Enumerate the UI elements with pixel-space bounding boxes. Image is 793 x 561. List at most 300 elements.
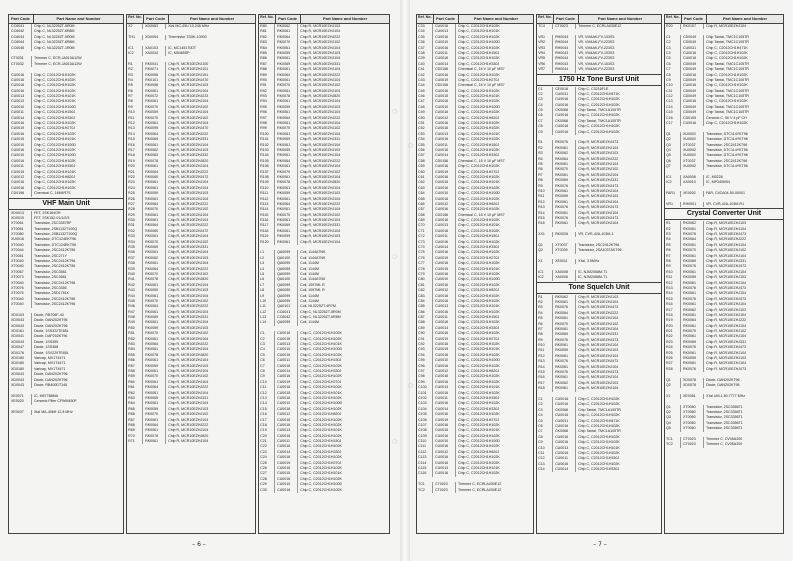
ref-no: C13 <box>259 396 275 401</box>
part-code: XT0040 <box>9 302 32 307</box>
part-code: CU0016 <box>553 424 576 429</box>
part-name: Chip C, C2012CH1H102K <box>458 72 500 77</box>
ref-no: C53 <box>417 132 433 137</box>
part-code: RK0059 <box>143 326 166 331</box>
part-code: XA0034 <box>143 51 166 56</box>
part-name-header: Part Name and Number <box>322 16 368 21</box>
ref-no: C10 <box>259 380 275 385</box>
part-code: CU0016 <box>275 488 298 493</box>
part-code: CC6044 <box>9 40 32 45</box>
part-name: Chip C, C2012CH1H150J <box>578 456 620 461</box>
part-code: RK0061 <box>275 132 298 137</box>
part-code: RK0061 <box>143 283 166 288</box>
ref-no: R111 <box>259 191 275 196</box>
part-name: Chip C, C2012CH1H102K <box>458 379 500 384</box>
part-name: Chip C, C2012CH1H102K <box>34 121 76 126</box>
ref-no: C22 <box>259 444 275 449</box>
part-code: XT0037 <box>681 159 704 164</box>
part-name: Chip C, C2012CH1H102K <box>34 83 76 88</box>
page-left <box>8 14 390 548</box>
ref-no: R30 <box>127 218 143 223</box>
part-name: Transistor, 2SD1781K <box>34 291 70 296</box>
part-code: CU0016 <box>9 148 32 153</box>
ref-no: C116 <box>417 471 433 476</box>
ref-no: R93 <box>259 94 275 99</box>
part-name: Chip R, MCR10EZHJ104 <box>705 226 747 231</box>
table-row <box>537 467 661 472</box>
part-name: Chip R, MCR10EZHJ103 <box>168 288 209 293</box>
ref-no: R117 <box>259 223 275 228</box>
part-name: Chip R, MCR10EZHJ102 <box>300 83 341 88</box>
part-code: RK0061 <box>143 164 166 169</box>
part-name: Chip C, C2012CH1H101K <box>34 169 76 174</box>
part-code: CU0016 <box>433 444 456 449</box>
ref-no: C8 <box>537 124 553 129</box>
part-code: RK0070 <box>143 116 166 121</box>
ref-no: Q2 <box>537 248 553 253</box>
part-code: RK0070 <box>275 213 298 218</box>
part-code: RK0078 <box>143 353 166 358</box>
part-name: Chip C, C2012CH1H330J <box>458 406 500 411</box>
part-code: CU0016 <box>433 197 456 202</box>
ref-no: R28 <box>127 207 143 212</box>
part-name: Chip R, MCR10EZHJ104 <box>300 153 341 158</box>
ref-no: C3 <box>537 97 553 102</box>
ref-no: R112 <box>259 197 275 202</box>
part-name: Chip R, MCR10EZHJ104 <box>168 164 209 169</box>
part-name: Diode, 1SS355 <box>34 339 59 344</box>
part-code: RK0070 <box>553 322 576 327</box>
ref-no: R103 <box>259 148 275 153</box>
part-name: Chip C, C3216F1E <box>578 86 609 91</box>
ref-no: Q3 <box>665 415 681 420</box>
ref-no: R60 <box>127 380 143 385</box>
part-name: Chip R, MCR10EZHJ103 <box>300 24 341 28</box>
ref-no: R10 <box>537 343 553 348</box>
part-name: FET, 2SK152-01/1/2/3 <box>34 215 70 220</box>
part-name: Chip R, MCR10EZHJ222 <box>168 422 209 427</box>
ref-no: R52 <box>127 337 143 342</box>
part-code: CU0014 <box>433 326 456 331</box>
part-code: RK0078 <box>143 159 166 164</box>
ref-no: R113 <box>259 202 275 207</box>
ref-no: C87 <box>417 315 433 320</box>
part-name: VR, VM4AK-FV-103S3 <box>578 50 615 55</box>
ref-no: C91 <box>417 337 433 342</box>
part-code: CU0016 <box>9 83 32 88</box>
part-code: CU0016 <box>433 126 456 131</box>
part-code: RK0069 <box>275 137 298 142</box>
part-name: Chip C, C2012CH1H102K <box>458 196 500 201</box>
part-code: RK0061 <box>275 197 298 202</box>
part-name: Chip C, C2012CH1H100D <box>34 153 76 158</box>
ref-no: C9 <box>665 78 681 83</box>
part-code: RH0043 <box>553 35 576 40</box>
ref-no: C81 <box>417 283 433 288</box>
part-name: Coil, 1097ML R <box>300 288 325 293</box>
part-name: Chip R, MCR10EZHJ103 <box>168 363 209 368</box>
ref-no: Q6 <box>665 159 681 164</box>
part-code: XD0043 <box>9 318 32 323</box>
ref-no: VR7 <box>537 67 553 72</box>
ref-no: C38 <box>417 51 433 56</box>
part-name: Chip R, MCR10EZHJ104 <box>705 280 747 285</box>
ref-no: C13 <box>665 99 681 104</box>
part-code: CT0023 <box>433 482 456 487</box>
part-name: Chip C, C2012CH1H150J <box>34 164 76 169</box>
ref-no: C70 <box>417 223 433 228</box>
part-code: XD0063 <box>143 24 166 29</box>
part-code: CU0019 <box>433 78 456 83</box>
part-name: Chip C, C2012CH1H102K <box>458 433 500 438</box>
part-code: RK0061 <box>275 46 298 51</box>
part-name: Chip R, MCR10EZHJ104 <box>300 185 341 190</box>
ref-no: R49 <box>127 320 143 325</box>
part-code: CU0016 <box>433 56 456 61</box>
part-code: CU0013 <box>433 132 456 137</box>
part-name: Chip R, MCR10EZHJ331 <box>578 332 619 337</box>
part-name: Chip R, MCR10EZHJ102 <box>168 207 209 212</box>
part-name: Chip C, C2012CH1H100D <box>300 347 343 352</box>
part-code: XD0078 <box>681 378 704 383</box>
part-name: Chip R, MCR10EZHJ102 <box>300 169 341 174</box>
part-name: Chip R, MCR10EZHJ820 <box>168 277 209 282</box>
part-name: Chip C, C2012CH1H102K <box>578 397 620 401</box>
ref-no: C98 <box>417 374 433 379</box>
part-code: CU0013 <box>433 304 456 309</box>
ref-no: Q7 <box>665 164 681 169</box>
part-name: Chip R, MCR10EZHJ104 <box>168 121 209 126</box>
part-code: RK0076 <box>681 286 704 291</box>
part-code: CU0016 <box>553 440 576 445</box>
part-name: Chip C, C2012CH1H101K <box>458 223 500 228</box>
part-name: Chip R, MCR10EZHJ222 <box>168 304 209 309</box>
part-name: Chip C, C2012CH1H102K <box>458 137 500 142</box>
ref-no: R64 <box>127 401 143 406</box>
part-code: CD0049 <box>681 94 704 99</box>
part-code: XU0002 <box>681 137 704 142</box>
ref-no: R26 <box>127 197 143 202</box>
part-name: Chip C, NL3225ZT-5R0M <box>300 309 341 314</box>
part-code: RK0061 <box>553 300 576 305</box>
part-code: CU0013 <box>433 385 456 390</box>
part-code: RK0070 <box>143 374 166 379</box>
part-name: Chip R, MCR10EZHJ331 <box>168 315 209 320</box>
ref-no: R11 <box>127 116 143 121</box>
part-code: RK0061 <box>275 67 298 72</box>
ref-no: C110 <box>417 439 433 444</box>
ref-no: R45 <box>127 299 143 304</box>
part-code: RK0061 <box>275 89 298 94</box>
ref-no: C64 <box>417 191 433 196</box>
part-name: Transistor, 2SB1132T100Q <box>34 226 78 231</box>
part-code: RK0070 <box>143 240 166 245</box>
part-code: XT0040 <box>9 281 32 286</box>
part-name: Chip R, MCR10EZHJ104 <box>578 188 619 193</box>
part-code: XE0037 <box>9 410 32 415</box>
part-code: RK0101 <box>143 78 166 83</box>
part-name: Xtal MA-406H 12.8 MHz <box>34 409 73 414</box>
part-code: CK0068 <box>553 408 576 413</box>
ref-no: C28 <box>259 477 275 482</box>
ref-no: R38 <box>127 261 143 266</box>
part-code: RK0064 <box>143 170 166 175</box>
part-code: RK0061 <box>681 302 704 307</box>
part-name: Diode, DAN202KT96 <box>34 377 68 382</box>
part-name: Chemical C, 16 V 10 µF MS7 <box>458 67 505 72</box>
part-name: Chip C, C2012CH1H270J <box>458 417 500 422</box>
part-name: Chip R, MCR10EZHJ104 <box>705 24 747 28</box>
part-name: Chip C, C2012CH1H102K <box>578 423 620 428</box>
part-code: XA0008 <box>553 270 576 275</box>
part-name: Chip C, C2012CH1H820J <box>458 449 500 454</box>
ref-no: C6 <box>259 358 275 363</box>
part-name: Chip R, MCR10EZHJ222 <box>168 385 209 390</box>
part-code: XE0061 <box>681 394 704 399</box>
part-name: Chip R, MCR10EZHJ104 <box>168 293 209 298</box>
ref-no: C84 <box>417 299 433 304</box>
part-name: Coil, NL3225ZT-4R7M <box>300 304 336 309</box>
section-title: VHF Main Unit <box>9 198 123 210</box>
ref-no: C106 <box>417 418 433 423</box>
ref-no: R101 <box>259 137 275 142</box>
ref-no: C18 <box>259 423 275 428</box>
part-code: CU0015 <box>433 267 456 272</box>
part-name: Chip R, MCR10EZHJ104 <box>578 326 619 331</box>
ref-no: IC2 <box>665 180 681 185</box>
part-code: RK0061 <box>553 189 576 194</box>
part-name: Chip R, MCR10EZHJ104 <box>300 218 341 223</box>
part-name: Chip R, MCR10EZHJ473 <box>578 215 619 220</box>
part-name: Chip R, MCR10EZHJ331 <box>300 137 341 142</box>
part-code: CU0010 <box>433 105 456 110</box>
part-name: Chip C, C2012CH1H102K <box>34 185 76 190</box>
part-name: Chip C, C2012CH1H101K <box>34 94 76 99</box>
part-code: RK0059 <box>275 105 298 110</box>
part-name: VR, VM4AK-FV-223S3 <box>578 45 615 50</box>
ref-no: X1 <box>537 259 553 264</box>
part-code: XU0002 <box>681 148 704 153</box>
parts-table <box>258 14 390 534</box>
part-name: Chemical C, 16 V 10 µF MS7 <box>458 83 505 88</box>
part-code: XT0044 <box>9 248 32 253</box>
part-name: Chip C, C2012CH1H101K <box>34 137 76 142</box>
part-name: Chip C, C2012CH1H102K <box>458 207 500 212</box>
ref-no: R96 <box>259 110 275 115</box>
part-code: XD0041 <box>9 334 32 339</box>
ref-no: R105 <box>259 159 275 164</box>
part-code: RK0061 <box>275 99 298 104</box>
part-name: Chip C, C2012CH1H820J <box>458 201 500 206</box>
part-code: CU0012 <box>433 450 456 455</box>
part-code: RK0061 <box>143 310 166 315</box>
part-code: CU0012 <box>433 288 456 293</box>
part-code: RK0064 <box>681 318 704 323</box>
part-code: RK0061 <box>143 197 166 202</box>
part-name: Chip R, MCR10EZHJ102 <box>168 412 209 417</box>
part-code: CU0016 <box>553 103 576 108</box>
ref-no: R7 <box>537 327 553 332</box>
ref-no: Q1 <box>665 378 681 383</box>
part-code: RK0076 <box>553 216 576 221</box>
ref-no: C23 <box>259 450 275 455</box>
page-number: – 7 – <box>593 541 607 548</box>
part-code: RK0076 <box>681 297 704 302</box>
part-name: Transistor, DTC114YKT96 <box>705 131 748 136</box>
part-code: XU0002 <box>681 132 704 137</box>
ref-no: R24 <box>127 186 143 191</box>
part-name: Chip R, MCR10EZHJ473 <box>578 370 619 375</box>
ref-no: C101 <box>417 391 433 396</box>
ref-no: C83 <box>417 294 433 299</box>
ref-no: FAR1 <box>665 191 681 196</box>
part-name: Chip R, MCR10EZHJ473 <box>705 285 747 290</box>
part-code: RK0061 <box>143 89 166 94</box>
part-code: CD0196 <box>9 191 32 196</box>
ref-no: C9 <box>537 130 553 135</box>
ref-no: R8 <box>537 332 553 337</box>
part-name: Chip R, MCR10EZHJ222 <box>300 201 341 206</box>
ref-no: Q5 <box>665 426 681 431</box>
ref-no: R14 <box>127 132 143 137</box>
ref-no: R40 <box>127 272 143 277</box>
part-name: Chip R, MCR10EZHJ104 <box>578 386 619 391</box>
ref-no: R15 <box>665 297 681 302</box>
ref-no: R102 <box>259 143 275 148</box>
part-name: Chip C, NL3225ZT-6R8M <box>34 29 75 34</box>
part-code: RK0061 <box>143 261 166 266</box>
part-name: Transistor, DTC124EKT96 <box>34 242 77 247</box>
part-code: RK0062 <box>553 151 576 156</box>
part-code: CU0016 <box>553 113 576 118</box>
part-code: RK0078 <box>275 180 298 185</box>
part-code: CU0016 <box>433 218 456 223</box>
ref-no: R13 <box>665 286 681 291</box>
ref-no: R3 <box>127 73 143 78</box>
ref-no: C12 <box>665 94 681 99</box>
ref-no: C7 <box>537 119 553 124</box>
part-name: Chip C, C2012CH1H102K <box>458 228 500 233</box>
part-code: RH0043 <box>553 51 576 56</box>
ref-no: R95 <box>259 105 275 110</box>
part-name: Chip R, MCR10EZHJ222 <box>300 72 341 77</box>
part-code: CU0014 <box>433 245 456 250</box>
part-code: RK0061 <box>143 391 166 396</box>
part-name: Chip C, C2012CH1H102K <box>578 450 620 455</box>
ref-no: TC2 <box>665 442 681 447</box>
ref-no: VR3 <box>537 46 553 51</box>
part-name: Chip C, C2012CH1H150J <box>300 358 342 363</box>
binder-hole-icon: ◌ <box>392 251 398 261</box>
part-name: Chip R, MCR10EZHJ104 <box>705 334 747 339</box>
part-code: RK0062 <box>143 148 166 153</box>
part-name: Chip R, MCR10EZHJ103 <box>578 194 619 199</box>
ref-no: R10 <box>127 110 143 115</box>
part-name: Chip C, C2012CH1H330J <box>578 467 620 472</box>
ref-no: C79 <box>417 272 433 277</box>
part-code: CU0016 <box>275 407 298 412</box>
part-name: FAR, C4CA04-50-00001 <box>705 191 745 196</box>
part-code: XT0040 <box>9 259 32 264</box>
part-code: RK0061 <box>553 354 576 359</box>
part-name: Transistor, 2SC2412KT96 <box>34 259 76 264</box>
ref-no: R16 <box>537 375 553 380</box>
ref-no: R29 <box>127 213 143 218</box>
part-name: Chip C, C2012CH1H102K <box>458 282 500 287</box>
part-code: RK0076 <box>553 205 576 210</box>
part-name: Chip C, C2012CH1H102K <box>458 174 500 179</box>
part-name: Chip R, MCR10EZHJ103 <box>705 221 747 226</box>
part-name: Chip C, C2012CH1H102K <box>705 72 748 77</box>
ref-no: R9 <box>665 264 681 269</box>
ref-no: R11 <box>537 194 553 199</box>
part-name: Transistor, DTC114YKT96 <box>705 147 748 152</box>
part-code: XT0037 <box>681 143 704 148</box>
part-code: RK0064 <box>275 159 298 164</box>
part-name: Chip R, MCR10EZHJ473 <box>705 345 747 350</box>
part-name: Chip C, C2012CH1H102K <box>300 476 342 481</box>
ref-no: C100 <box>417 385 433 390</box>
ref-no: R108 <box>259 175 275 180</box>
ref-no: R89 <box>259 73 275 78</box>
part-code: RK0061 <box>681 270 704 275</box>
part-code: XD0047 <box>9 345 32 350</box>
ref-no: C11 <box>537 451 553 456</box>
ref-no: R6 <box>537 167 553 172</box>
part-name: Chip R, MCR10EZHJ102 <box>300 40 341 45</box>
part-name: Chip R, MCR10EZHJ222 <box>300 34 341 39</box>
part-code: CU0015 <box>275 471 298 476</box>
ref-no: R2 <box>537 300 553 305</box>
ref-no: R94 <box>259 99 275 104</box>
ref-no: C4 <box>259 347 275 352</box>
part-code: CU0016 <box>433 283 456 288</box>
part-code: RH0044 <box>553 46 576 51</box>
part-code: CU0011 <box>275 358 298 363</box>
part-name: Chip C, C2012CH1H102K <box>705 50 748 55</box>
ref-no: C71 <box>417 229 433 234</box>
part-code: CU0016 <box>433 46 456 51</box>
ref-no: R8 <box>665 259 681 264</box>
part-code: XT0040 <box>9 297 32 302</box>
part-name: Chip C, C2012CH1H102K <box>458 293 500 298</box>
part-code-header: Part Code <box>276 15 301 23</box>
part-code: CU0016 <box>275 418 298 423</box>
part-code: CU0014 <box>275 369 298 374</box>
part-code: RK0061 <box>275 153 298 158</box>
table-row <box>665 202 783 207</box>
ref-no: C58 <box>417 159 433 164</box>
ref-no: R1 <box>537 140 553 145</box>
part-name: Chip C, C2012CH1H101K <box>458 266 500 271</box>
ref-no: R51 <box>127 331 143 336</box>
part-name: Chip R, MCR10EZHJ104 <box>578 299 619 304</box>
part-code: RK0061 <box>681 227 704 232</box>
part-code: CD0156 <box>433 159 456 164</box>
part-name: Chip C, C2012CH1H100D <box>458 191 500 196</box>
part-code: XD0043 <box>9 378 32 383</box>
part-code: RK0078 <box>143 277 166 282</box>
part-code: RK0061 <box>681 324 704 329</box>
ref-no: C1 <box>665 35 681 40</box>
part-code: RK0076 <box>553 184 576 189</box>
part-name: Chip C, C2012CH1H100D <box>300 482 343 487</box>
part-name: Chip C, C2012CH1H102K <box>34 180 76 185</box>
ref-no: R99 <box>259 126 275 131</box>
part-name: Chip C, C2012CH1H102K <box>458 444 500 449</box>
part-name: Transistor, 2SC2412KT96 <box>34 280 76 285</box>
part-code: RK0062 <box>681 308 704 313</box>
